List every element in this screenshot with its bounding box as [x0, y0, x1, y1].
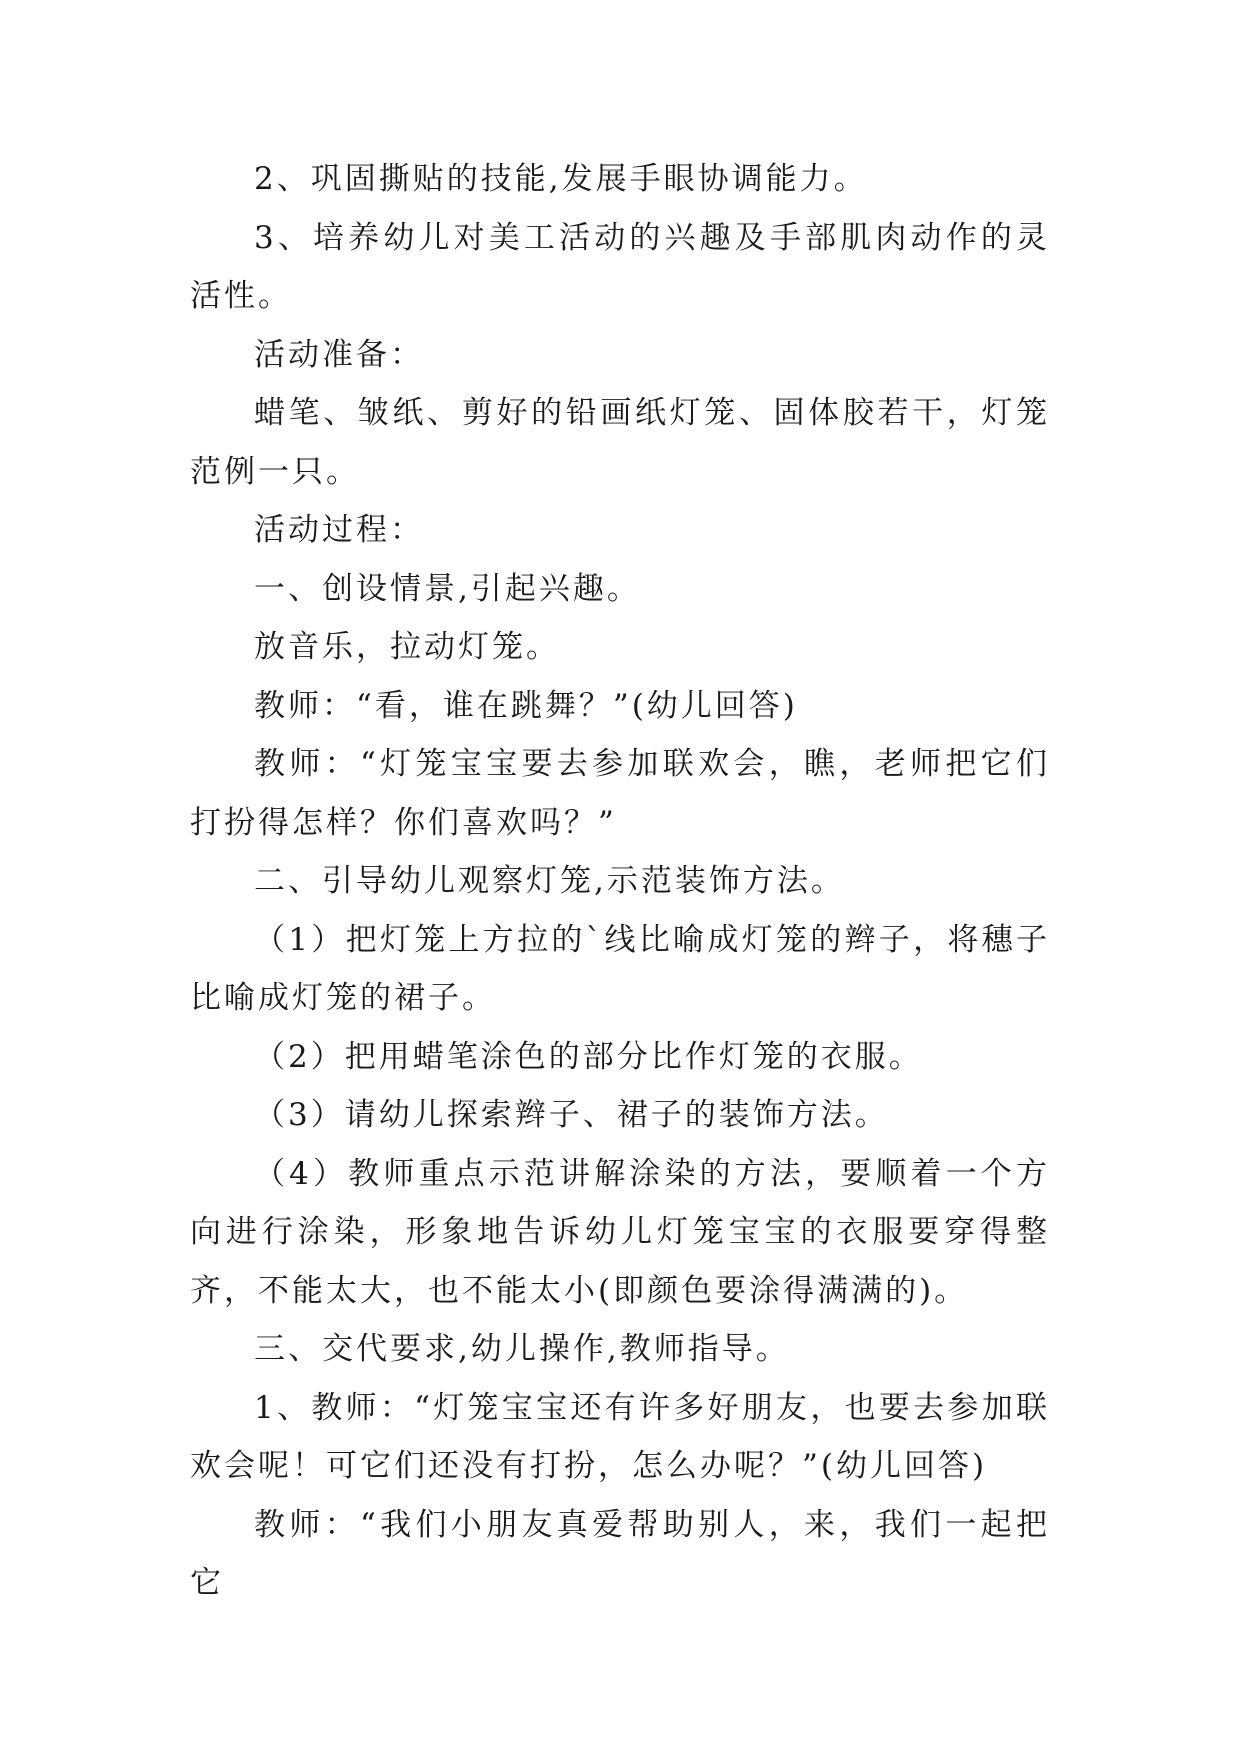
- document-body: [190, 150, 1050, 1613]
- paragraph-teacher-dance: 教师：“看，谁在跳舞？”(幼儿回答): [254, 687, 798, 724]
- heading-process: 活动过程：: [254, 512, 424, 548]
- heading-step-3: 三、交代要求,幼儿操作,教师指导。: [254, 1331, 790, 1367]
- heading-step-2: 二、引导幼儿观察灯笼,示范装饰方法。: [254, 863, 845, 899]
- paragraph-step-3-item-1: 1、教师：“灯笼宝宝还有许多好朋友，也要去参加联欢会呢！可它们还没有打扮，怎么办呢？”(幼儿回答): [190, 1389, 1050, 1484]
- paragraph-materials: 蜡笔、皱纸、剪好的铅画纸灯笼、固体胶若干，灯笼范例一只。: [190, 395, 1050, 490]
- paragraph-teacher-help: 教师：“我们小朋友真爱帮助别人，来，我们一起把它: [190, 1506, 1050, 1601]
- paragraph-substep-3: （3）请幼儿探索辫子、裙子的装饰方法。: [254, 1097, 889, 1133]
- heading-preparation: 活动准备：: [254, 336, 424, 373]
- paragraph-substep-4: （4）教师重点示范讲解涂染的方法，要顺着一个方向进行涂染，形象地告诉幼儿灯笼宝宝的衣服要穿得整齐，不能太大，也不能太小(即颜色要涂得满满的)。: [190, 1155, 1050, 1309]
- paragraph-teacher-party: 教师：“灯笼宝宝要去参加联欢会，瞧，老师把它们打扮得怎样？你们喜欢吗？”: [190, 746, 1050, 841]
- paragraph-objective-3: 3、培养幼儿对美工活动的兴趣及手部肌肉动作的灵活性。: [190, 219, 1050, 314]
- paragraph-music: 放音乐，拉动灯笼。: [254, 629, 560, 665]
- heading-step-1: 一、创设情景,引起兴趣。: [254, 570, 641, 607]
- paragraph-substep-1: （1）把灯笼上方拉的`线比喻成灯笼的辫子，将穗子比喻成灯笼的裙子。: [190, 921, 1050, 1016]
- paragraph-objective-2: 2、巩固撕贴的技能,发展手眼协调能力。: [254, 161, 868, 197]
- paragraph-substep-2: （2）把用蜡笔涂色的部分比作灯笼的衣服。: [254, 1038, 923, 1075]
